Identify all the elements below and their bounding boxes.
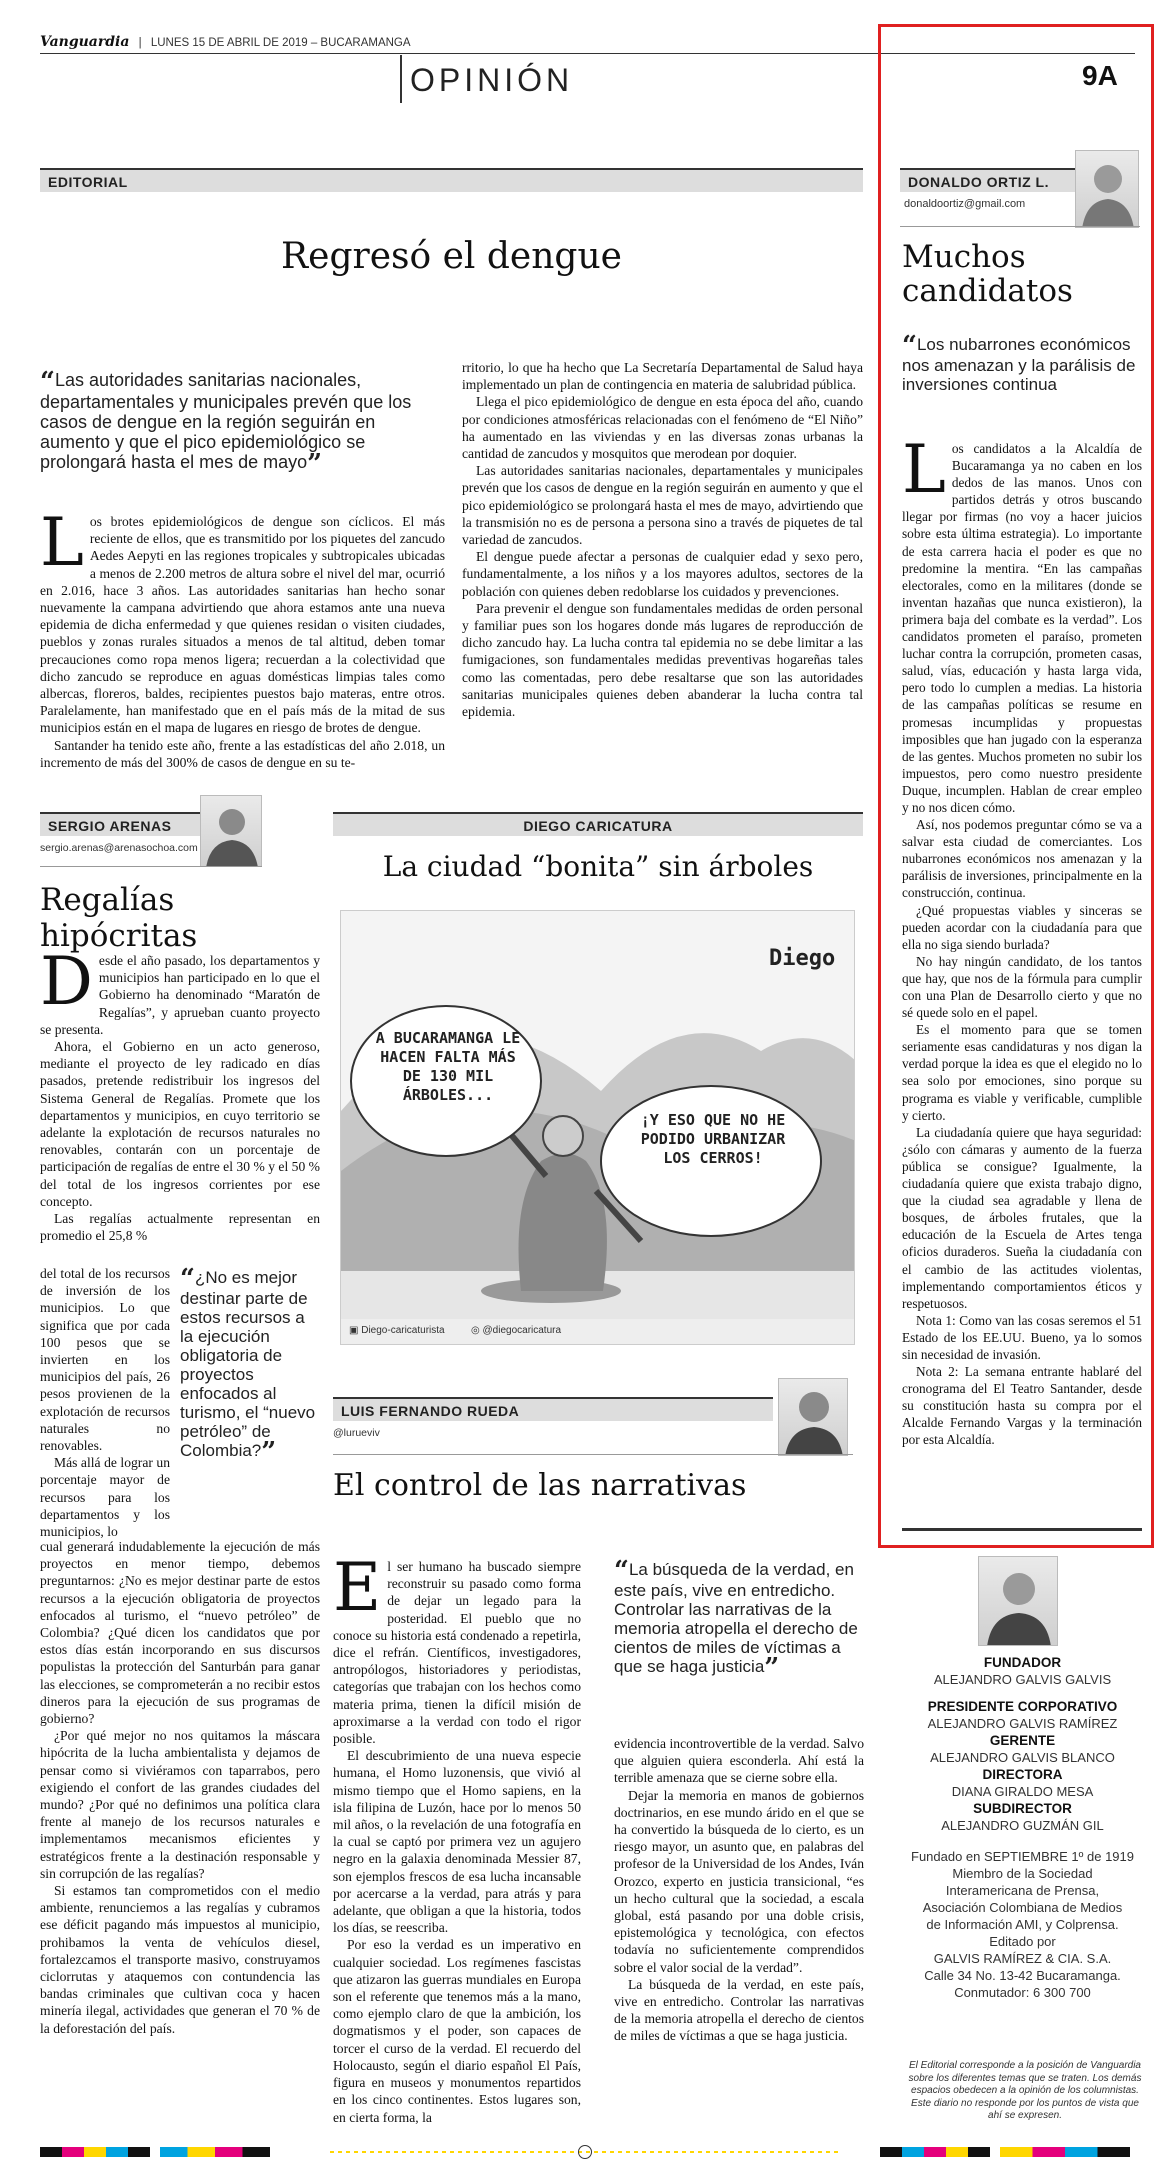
rueda-quote: “La búsqueda de la verdad, en este país, vive en entredicho. Controlar las narrativas de la memoria atropella el derecho de cientos de miles de víctimas a que se haga justicia” [614, 1556, 858, 1683]
bubble-2: ¡Y ESO QUE NO HE PODIDO URBANIZAR LOS CERROS! [640, 1111, 786, 1167]
social-facebook: ▣ Diego-caricaturista [349, 1325, 445, 1336]
arenas-title: Regalías hipócritas [40, 882, 198, 954]
arenas-narrow: del total de los recursos de inversión de los municipios. Lo que significa que por cada 100 pesos que se invierten en los municipios del país, 26 pesos provienen de la explotación de recursos naturales no renovables. Más allá de lograr un porcentaje mayor de recursos para los departamentos y los municipios, lo [40, 1266, 170, 1540]
registration-marks [0, 2145, 1172, 2159]
section-divider [400, 55, 402, 103]
cartoon [340, 910, 855, 1345]
editorial-col2: rritorio, lo que ha hecho que La Secretaría Departamental de Salud haya implementado un plan de contingencia en materia de salubridad pública. Llega el pico epidemiológico de dengue en esta época del año, cuando por condiciones atmosféricas relacionadas con el fenómeno de “El Niño” ha aumentado en las viviendas y en las diversas zonas urbanas la cantidad de zancudos y mosquitos que merodean por doquier. Las autoridades sanitarias nacionales, departamentales y municipales prevén que los casos de dengue en la región seguirán en aumento y que el pico epidemiológico se prolongará hasta el mes de mayo, advirtiendo que la transmisión no es de persona a persona sino a través de piquetes de tal variedad de zancudos. El dengue puede afectar a personas de cualquier edad y sexo pero, fundamentalmente, a los niños y a los mayores adultos, sectores de la población con quienes deben redoblarse los cuidados y prevenciones. Para prevenir el dengue son fundamentales medidas de orden personal y familiar pues son los hogares donde más lugares de reproducción de dicho zancudo hay. La lucha contra tal epidemia no se debe limitar a las fumigaciones, son fundamentales medidas preventivas hogareñas tales como las comentadas, pero debe resaltarse que son las autoridades sanitarias municipales quienes deben abanderar la lucha contra tal epidemia. [462, 360, 863, 720]
paper-logo: Vanguardia [40, 34, 130, 50]
ortiz-avatar [1075, 150, 1139, 228]
arenas-email: sergio.arenas@arenasochoa.com [40, 842, 198, 854]
disclaimer: El Editorial corresponde a la posición de Vanguardia sobre los diferentes temas que se traten. Los demás espacios obedecen a la opinión de los columnistas. Este diario no responde por los puntos de vista que ahí se expresen. [908, 2060, 1142, 2121]
social-instagram: ◎ @diegocaricatura [471, 1325, 562, 1336]
date-line: LUNES 15 DE ABRIL DE 2019 – BUCARAMANGA [150, 37, 411, 49]
editorial-quote: “Las autoridades sanitarias nacionales, departamentales y municipales prevén que los casos de dengue en la región seguirán en aumento y que el pico epidemiológico se prolongará hasta el mes de mayo” [40, 367, 412, 479]
rueda-author: LUIS FERNANDO RUEDA [333, 1397, 773, 1421]
instagram-icon: ◎ [471, 1325, 483, 1336]
editorial-col1: L os brotes epidemiológicos de dengue son cíclicos. El más reciente de ellos, que es transmitido por los piquetes del zancudo Aedes Aepyti en las regiones tropicales y subtropicales ubicadas a menos de 2.200 metros de altura sobre el nivel del mar, ocurrió en 2.016, hace 3 años. Las autoridades sanitarias han hecho sonar nuevamente la campana advirtiendo que ahora estamos ante una nueva epidemia de dicha enfermedad y que quienes residan o visiten ciudades, pueblos y zonas rurales situados a menos de tal altitud, deben tomar precauciones como ropa menos ligera; recuerdan a la colectividad que dicho zancudo se reproduce en aguas domésticas limpias tales como albercas, floreros, baldes, recipientes puestos bajo materas, entre otros. Paralelamente, han manifestado que en el país más de la mitad de sus municipios están en el mapa de lugares en riesgo de brotes de dengue. Santander ha tenido este año, frente a las estadísticas del año 2.018, un incremento de más del 300% de casos de dengue en su te- [40, 504, 445, 770]
caricatura-label: DIEGO CARICATURA [333, 812, 863, 836]
bubble-1: A BUCARAMANGA LE HACEN FALTA MÁS DE 130 MIL ÁRBOLES... [375, 1029, 521, 1104]
ortiz-title: Muchos candidatos [902, 239, 1073, 309]
rueda-col2: evidencia incontrovertible de la verdad. Salvo que alguien quiera esconderla. Ahí está la terrible amenaza que se cierne sobre ella. Dejar la memoria en manos de gobiernos doctrinarios, en ese mundo árido en el que se ha convertido la búsqueda de lo cierto, es un riesgo mayor, un asunto que, en palabras del profesor de la Universidad de los Andes, Iván Orozco, experto en justicia transicional, “es un hecho cultural que la sociedad, a escala global, está pasando por una doble crisis, epistemológica y tecnológica, con efectos todavía no suficientemente comprendidos sobre el valor social de la verdad”. La búsqueda de la verdad, en este país, vive en entredicho. Controlar las narrativas de la memoria atropella el derecho de cientos de miles de víctimas a que se haga justicia. [614, 1736, 864, 2044]
dropcap: L [902, 431, 946, 508]
editorial-label: EDITORIAL [40, 168, 863, 192]
ortiz-quote: “Los nubarrones económicos nos amenazan y la parálisis de inversiones continua [902, 331, 1136, 394]
ortiz-body: L os candidatos a la Alcaldía de Bucaramanga ya no caben en los dedos de las manos. Unos con partidos detrás y otros buscando llegar por firmas (no voy a hacer juicios sobre esta última estrategia). Lo importante de esta carrera hacia el poder es que no predomine la mentira. “En las campañas electorales, como en la militares (donde se inventan hazañas que nunca existieron), la primera baja del combate es la verdad”. Los candidatos prometen el paraíso, prometen luchar contra la corrupción, prometen casas, salud, vías, educación y hasta larga vida, pero todo lo cumplen a medias. La historia de las campañas políticas se resume en promesas incumplidas y propuestas imposibles que han jugado con la esperanza de las gentes. Muchos prometen no subir los impuestos, pero como nuestro presidente Duque, incumplen. Hablan de crear empleo y no nos dicen cómo. Así, nos podemos preguntar cómo se va a salvar esta ciudad de comerciantes. Los nubarrones económicos nos amenazan y la parálisis de inversiones, principalmente en la construcción, continua. ¿Qué propuestas viables y sinceras se pueden acordar con la ciudadanía para que ella no siga siendo burlada? No hay ningún candidato, de los tantos que hay, que nos de la fórmula para cumplir con una Plan de Desarrollo cierto y que no sé quede solo en el papel. Es el momento para que se tomen seriamente esas candidaturas y nos digan la verdad porque la idea es que el elegido no lo sea solo por emociones, sino porque su programa es viable y verificable, cumplible y cierto. La ciudadanía quiere que haya seguridad: ¿sólo con cámaras y aumento de la fuerza pública se consigue? Igualmente, la ciudadanía quiere que exista trabajo digno, que la ciudad sea agradable y llena de bosques, de árboles frutales, que la educación de la Escuela de Artes tenga oficios duraderos. Sueña la ciudadanía con el cambio de las actitudes violentas, implementando comportamientos éticos y respetuosos. Nota 1: Como van las cosas seremos el 51 Estado de los EE.UU. Bueno, ya lo somos sin necesidad de invasión. Nota 2: La semana entrante hablaré del cronograma del El Teatro Santander, desde su constitución hasta su compra por el Alcalde Fernando Vargas y la terminación por esta Alcaldía. [902, 431, 1142, 1448]
facebook-icon: ▣ [349, 1325, 362, 1336]
dropcap: D [40, 943, 93, 1020]
rueda-avatar [778, 1378, 848, 1456]
rueda-handle: @lurueviv [333, 1427, 380, 1439]
ortiz-footer-rule [902, 1528, 1142, 1531]
arenas-rest: cual generará indudablemente la ejecución de más proyectos en menor tiempo, debemos preguntarnos: ¿No es mejor destinar parte de estos recursos a la ejecución obligatoria de proyectos enfocados al turismo, el “nuevo petróleo” de Colombia? ¿Qué dicen los candidatos que por estos días están incorporando en sus discursos populistas la protección del Santurbán para ganar las elecciones, se comprometerán a no recibir estos dineros para la ejecución de sus programas de gobierno? ¿Por qué mejor no nos quitamos la máscara hipócrita de la lucha ambientalista y dejamos de pensar como si viviéramos con taparrabos, pero exigiendo el confort de las grandes ciudades del mundo? ¿Por qué no definimos una política clara frente al manejo de los recursos naturales e implementamos mecanismos eficientes y estratégicos frente a la destinación responsable y sin corrupción de las regalías? Si estamos tan comprometidos con el medio ambiente, renunciemos a las regalías y cubramos ese déficit pagando más impuestos al municipio, prohibamos la venta de vehículos diesel, fortalezcamos el transporte masivo, construyamos ciclorrutas y ataquemos con contundencia las bandas criminales que cultivan coca y hacen minería ilegal, actividades que generan el 70 % de la deforestación del país. [40, 1539, 320, 2036]
rueda-col1: E l ser humano ha buscado siempre reconstruir su pasado como forma de dejar un legado para la posteridad. El pueblo que no conoce su historia está condenado a repetirla, dice el refrán. Científicos, investigadores, antropólogos, historiadores y periodistas, categorías que trabajan con los hechos como materia prima, tienen la difícil misión de aproximarse a la verdad con todo el rigor posible. El descubrimiento de una nueva especie humana, el Homo luzonensis, que vivió al mismo tiempo que el Homo sapiens, en la isla filipina de Luzón, hace por lo menos 50 mil años, o la revelación de una fotografía en la cual se captó por primera vez un agujero negro en la galaxia denominada Messier 87, son ejemplos frescos de esa lucha incansable por acercarse a la verdad, para atrás y para adelante, que obligan a que la historia, todos los días, se reescriba. Por eso la verdad es un imperativo en cualquier sociedad. Los regímenes fascistas que atizaron las guerras mundiales en Europa son el referente que tenemos más a la mano, como ejemplo claro de que la ambición, los dogmatismos y el poder, son capaces de torcer el curso de la verdad. El recuerdo del Holocausto, según el diario español El País, figura en museos y monumentos repartidos en los cinco continentes. Estos lugares son, en cierta forma, la [333, 1549, 581, 2125]
founder-portrait [978, 1556, 1058, 1646]
page-number: 9A [1082, 60, 1118, 91]
caricatura-title: La ciudad “bonita” sin árboles [382, 850, 814, 883]
arenas-intro: D esde el año pasado, los departamentos y municipios han participado en lo que el Gobierno ha denominado “Maratón de Regalías”, y aprueban cuanto proyecto se presenta. Ahora, el Gobierno en un acto generoso, mediante el proyecto de ley radicado en días pasados, pretende redistribuir los ingresos del Sistema General de Regalías. Promete que los departamentos y municipios, en cuyo territorio se adelante la explotación de recursos naturales no renovables, contarán con un porcentaje de participación de regalías de entre el 30 % y el 50 % del total de los ingresos corrientes por ese concepto. Las regalías actualmente representan en promedio el 25,8 % [40, 943, 320, 1244]
staff-box: FUNDADOR ALEJANDRO GALVIS GALVIS PRESIDENTE CORPORATIVO ALEJANDRO GALVIS RAMÍREZ GERENTE ALEJANDRO GALVIS BLANCO DIRECTORA DIANA GIRALDO MESA SUBDIRECTOR ALEJANDRO GUZMÁN GIL Fundado en SEPTIEMBRE 1º de 1919 Miembro de la Sociedad Interamericana de Prensa, Asociación Colombiana de Medios de Información AMI, y Colprensa. Editado por GALVIS RAMÍREZ & CIA. S.A. Calle 34 No. 13-42 Bucaramanga. Conmutador: 6 300 700 [911, 1655, 1134, 2000]
arenas-avatar [200, 795, 262, 867]
dropcap: E [333, 1549, 382, 1626]
ortiz-email: donaldoortiz@gmail.com [904, 198, 1026, 210]
arenas-quote: “¿No es mejor destinar parte de estos recursos a la ejecución obligatoria de proyectos enfocados al turismo, el “nuevo petróleo” de Colombia?” [180, 1264, 316, 1467]
section-title: OPINIÓN [410, 62, 574, 98]
rueda-title: El control de las narrativas [333, 1468, 747, 1503]
ortiz-author: DONALDO ORTIZ L. [900, 168, 1075, 192]
editorial-title: Regresó el dengue [281, 236, 622, 277]
dropcap: L [40, 504, 84, 581]
cartoon-signature: Diego [769, 946, 836, 971]
arenas-author: SERGIO ARENAS [40, 812, 200, 836]
crosshair-icon [578, 2145, 592, 2159]
masthead: Vanguardia | LUNES 15 DE ABRIL DE 2019 – BUCARAMANGA [40, 34, 1135, 54]
